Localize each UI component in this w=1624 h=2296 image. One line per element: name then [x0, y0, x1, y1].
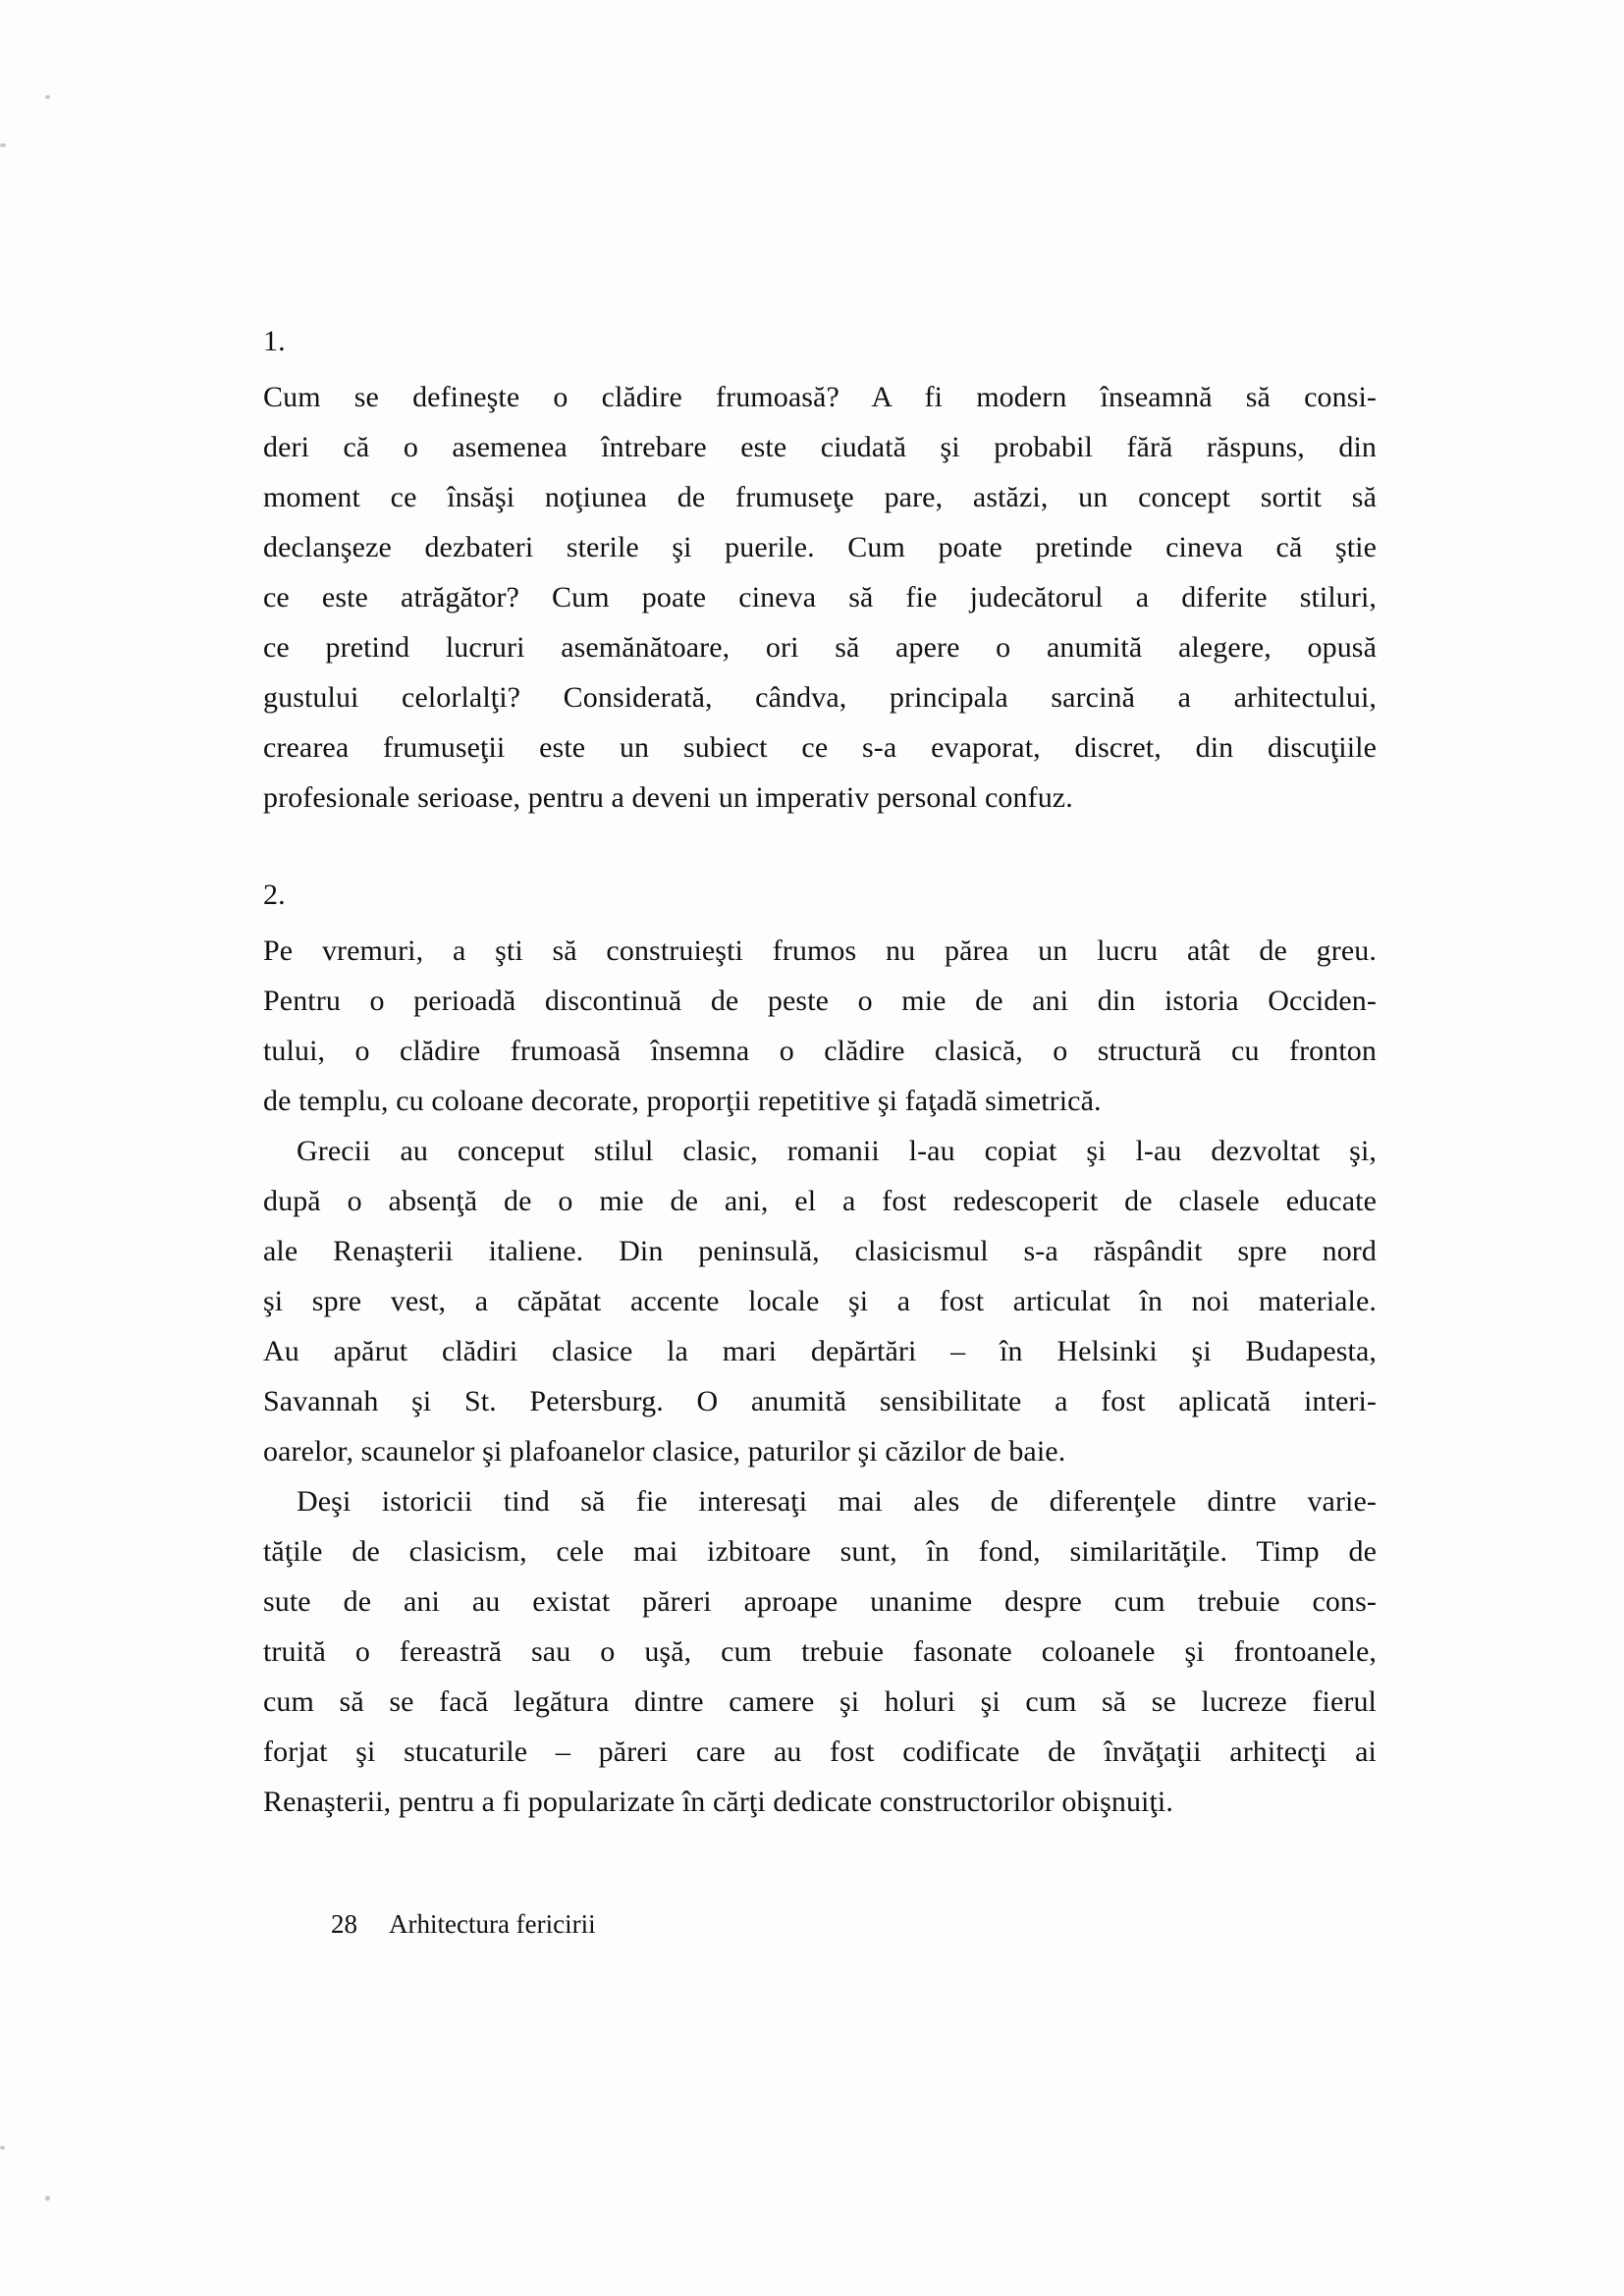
- text-line: truită o fereastră sau o uşă, cum trebuie fasonate coloanele şi frontoanele,: [263, 1635, 1377, 1668]
- text-line: Pentru o perioadă discontinuă de peste o mie de ani din istoria Occiden-: [263, 985, 1377, 1017]
- paragraph: [263, 1126, 1377, 1476]
- text-line: profesionale serioase, pentru a deveni un imperativ personal confuz.: [263, 781, 1073, 814]
- text-line: moment ce însăşi noţiunea de frumuseţe pare, astăzi, un concept sortit să: [263, 481, 1377, 513]
- page-footer: [331, 1908, 596, 1940]
- text-line: sute de ani au existat păreri aproape unanime despre cum trebuie cons-: [263, 1585, 1377, 1618]
- scan-speck: [45, 2196, 50, 2201]
- paragraph: [263, 926, 1377, 1126]
- text-line: ce este atrăgător? Cum poate cineva să fie judecătorul a diferite stiluri,: [263, 581, 1377, 614]
- paragraph: [263, 1476, 1377, 1827]
- text-line: după o absenţă de o mie de ani, el a fost redescoperit de clasele educate: [263, 1185, 1377, 1217]
- scan-speck: [0, 143, 6, 147]
- text-line: de templu, cu coloane decorate, proporţii repetitive şi faţadă simetrică.: [263, 1085, 1102, 1117]
- section-number-2: 2.: [263, 879, 286, 911]
- text-line: tăţile de clasicism, cele mai izbitoare sunt, în fond, similarităţile. Timp de: [263, 1535, 1377, 1568]
- paragraph: [263, 372, 1377, 823]
- text-line: ale Renaşterii italiene. Din peninsulă, clasicismul s-a răspândit spre nord: [263, 1235, 1377, 1267]
- scan-speck: [45, 95, 50, 99]
- text-line: declanşeze dezbateri sterile şi puerile. Cum poate pretinde cineva că ştie: [263, 531, 1377, 563]
- text-line: gustului celorlalţi? Considerată, cândva, principala sarcină a arhitectului,: [263, 681, 1377, 714]
- footer-page-number: 28: [331, 1909, 357, 1939]
- text-line: Grecii au conceput stilul clasic, romanii l-au copiat şi l-au dezvoltat şi,: [297, 1135, 1377, 1167]
- text-line: oarelor, scaunelor şi plafoanelor clasice, paturilor şi căzilor de baie.: [263, 1435, 1066, 1468]
- text-line: Pe vremuri, a şti să construieşti frumos nu părea un lucru atât de greu.: [263, 934, 1377, 967]
- section-number-1: 1.: [263, 325, 286, 357]
- text-line: Au apărut clădiri clasice la mari depărtări – în Helsinki şi Budapesta,: [263, 1335, 1377, 1367]
- text-line: deri că o asemenea întrebare este ciudată şi probabil fără răspuns, din: [263, 431, 1377, 463]
- text-line: tului, o clădire frumoasă însemna o clădire clasică, o structură cu fronton: [263, 1035, 1377, 1067]
- text-line: Renaşterii, pentru a fi popularizate în cărţi dedicate constructorilor obişnuiţi.: [263, 1786, 1173, 1818]
- text-line: Cum se defineşte o clădire frumoasă? A fi modern înseamnă să consi-: [263, 381, 1377, 413]
- text-line: ce pretind lucruri asemănătoare, ori să apere o anumită alegere, opusă: [263, 631, 1377, 664]
- text-line: Deşi istoricii tind să fie interesaţi mai ales de diferenţele dintre varie-: [297, 1485, 1377, 1518]
- footer-book-title: Arhitectura fericirii: [389, 1909, 596, 1939]
- text-line: cum să se facă legătura dintre camere şi holuri şi cum să se lucreze fierul: [263, 1685, 1377, 1718]
- text-line: forjat şi stucaturile – păreri care au fost codificate de învăţaţii arhitecţi ai: [263, 1735, 1377, 1768]
- text-column: [263, 316, 1377, 1827]
- scan-speck: [0, 2146, 5, 2150]
- text-line: crearea frumuseţii este un subiect ce s-a evaporat, discret, din discuţiile: [263, 731, 1377, 764]
- text-line: şi spre vest, a căpătat accente locale şi a fost articulat în noi materiale.: [263, 1285, 1377, 1317]
- text-line: Savannah şi St. Petersburg. O anumită sensibilitate a fost aplicată interi-: [263, 1385, 1377, 1417]
